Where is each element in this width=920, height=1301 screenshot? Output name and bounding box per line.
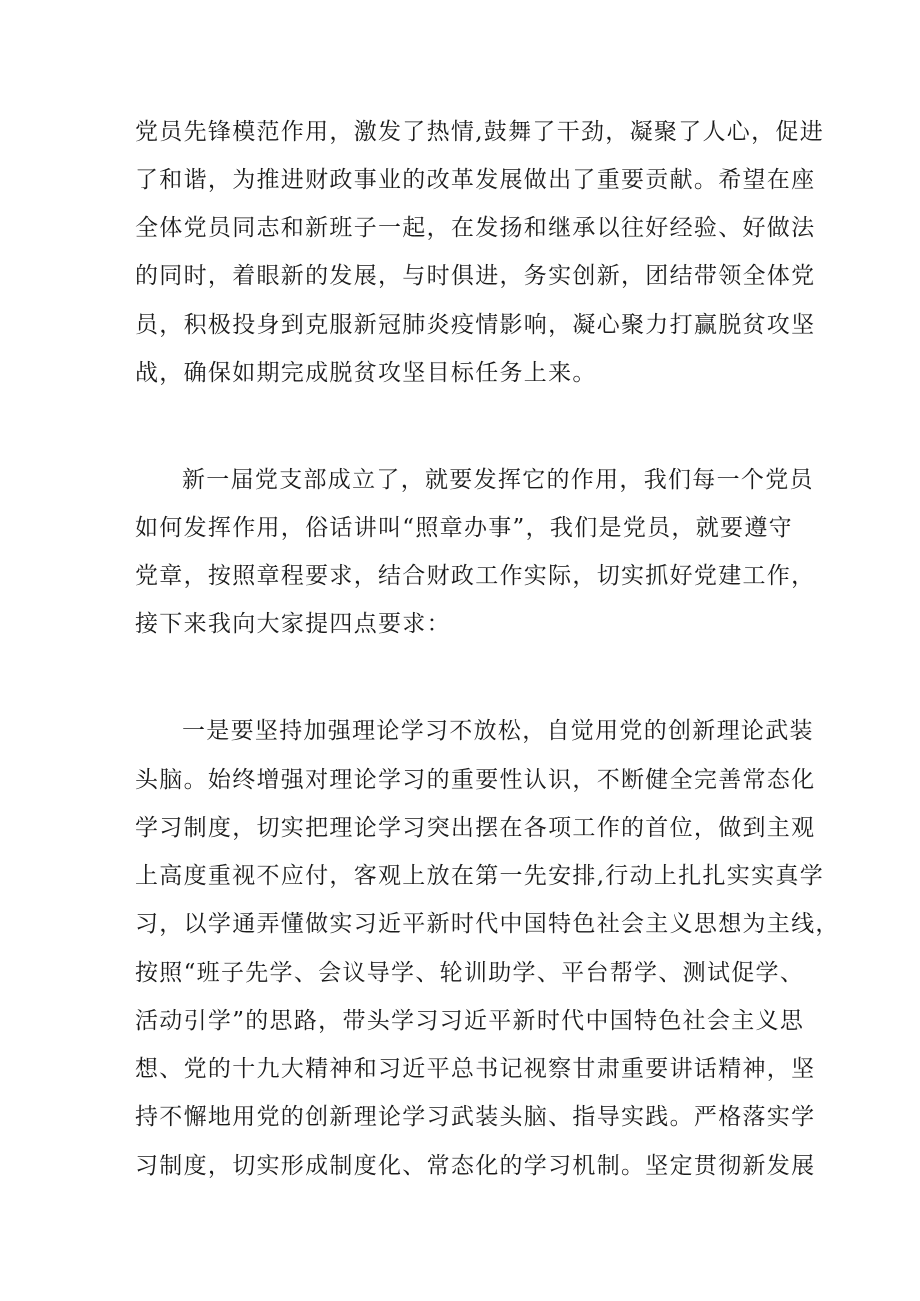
text-line: 学习制度，切实把理论学习突出摆在各项工作的首位，做到主观 (135, 815, 816, 841)
text-line: 一是要坚持加强理论学习不放松，自觉用党的创新理论武装 (182, 718, 814, 744)
text-line: 上高度重视不应付，客观上放在第一先安排,行动上扎扎实实真学 (135, 863, 825, 889)
text-line: 习，以学通弄懂做实习近平新时代中国特色社会主义思想为主线， (135, 911, 840, 937)
text-line: 党章，按照章程要求，结合财政工作实际，切实抓好党建工作， (135, 563, 816, 589)
text-line: 按照“班子先学、会议导学、轮训助学、平台帮学、测试促学、 (135, 960, 805, 986)
text-line: 想、党的十九大精神和习近平总书记视察甘肃重要讲话精神，坚 (135, 1056, 816, 1082)
text-line: 头脑。始终增强对理论学习的重要性认识，不断健全完善常态化 (135, 767, 816, 793)
text-line: 全体党员同志和新班子一起，在发扬和继承以往好经验、好做法 (135, 215, 816, 241)
text-line: 接下来我向大家提四点要求： (135, 611, 451, 637)
text-line: 战，确保如期完成脱贫攻坚目标任务上来。 (135, 360, 597, 386)
text-line: 的同时，着眼新的发展，与时俱进，务实创新，团结带领全体党 (135, 263, 816, 289)
text-line: 习制度，切实形成制度化、常态化的学习机制。坚定贯彻新发展 (135, 1153, 816, 1179)
text-line: 新一届党支部成立了，就要发挥它的作用，我们每一个党员 (182, 467, 814, 493)
text-line: 持不懈地用党的创新理论学习武装头脑、指导实践。严格落实学 (135, 1104, 816, 1130)
text-line: 员，积极投身到克服新冠肺炎疫情影响，凝心聚力打赢脱贫攻坚 (135, 312, 816, 338)
text-line: 了和谐，为推进财政事业的改革发展做出了重要贡献。希望在座 (135, 167, 816, 193)
text-line: 党员先锋模范作用，激发了热情,鼓舞了干劲，凝聚了人心，促进 (135, 119, 825, 145)
text-line: 活动引学”的思路，带头学习习近平新时代中国特色社会主义思 (135, 1008, 805, 1034)
text-line: 如何发挥作用，俗话讲叫“照章办事”，我们是党员，就要遵守 (135, 515, 793, 541)
